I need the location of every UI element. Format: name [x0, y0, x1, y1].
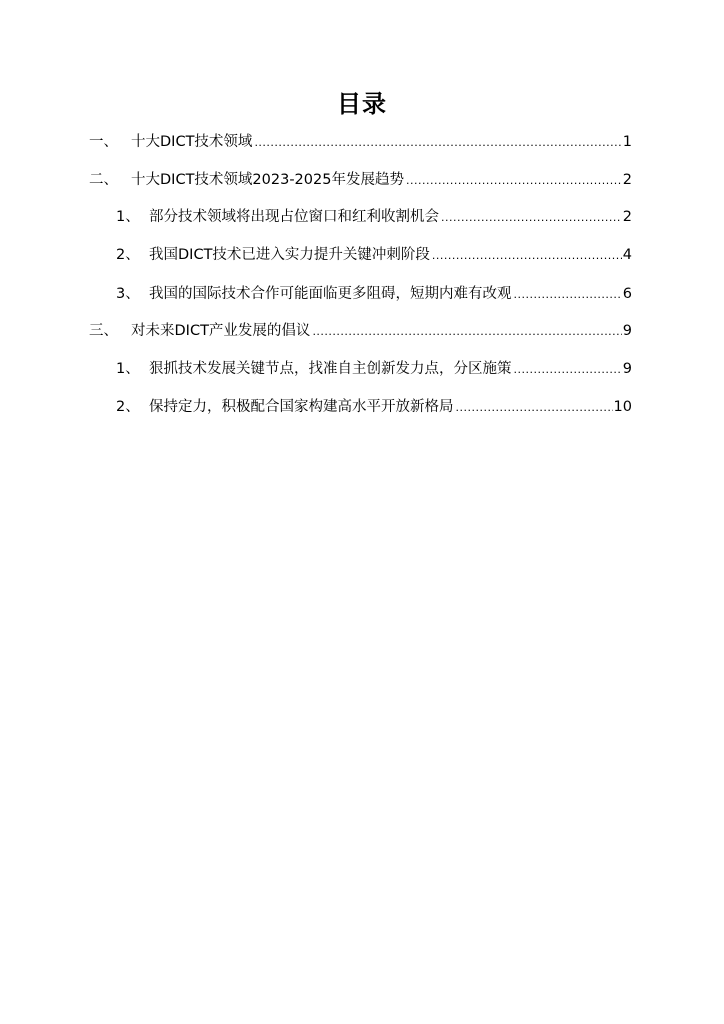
toc-entry-page: 9 — [622, 361, 632, 377]
toc-entry-page: 2 — [622, 209, 632, 225]
toc-entry-number: 2、 — [116, 399, 140, 415]
toc-entry-2-3[interactable] — [116, 284, 632, 305]
toc-dot-leader — [514, 360, 622, 380]
toc-entry-3[interactable] — [89, 321, 632, 342]
toc-entry-number: 一、 — [89, 134, 118, 150]
toc-dot-leader — [456, 398, 613, 418]
toc-entry-1[interactable] — [89, 132, 632, 153]
toc-entry-label: 对未来DICT产业发展的倡议 — [131, 323, 311, 339]
toc-dot-leader — [432, 246, 622, 266]
toc-entry-page: 2 — [622, 172, 632, 188]
toc-entry-number: 1、 — [116, 209, 140, 225]
toc-title: 目录 — [337, 90, 387, 118]
toc-entry-page: 6 — [622, 286, 632, 302]
toc-entry-2-1[interactable] — [116, 207, 632, 228]
toc-entry-2[interactable] — [89, 170, 632, 191]
toc-entry-label: 十大DICT技术领域2023-2025年发展趋势 — [131, 172, 404, 188]
toc-entry-label: 部分技术领域将出现占位窗口和红利收割机会 — [149, 209, 439, 225]
toc-entry-page: 1 — [622, 134, 632, 150]
toc-entry-page: 9 — [622, 323, 632, 339]
toc-entry-number: 2、 — [116, 247, 140, 263]
toc-entry-number: 3、 — [116, 286, 140, 302]
toc-dot-leader — [514, 285, 622, 305]
toc-entry-2-2[interactable] — [116, 245, 632, 266]
toc-entry-3-2[interactable] — [116, 397, 632, 418]
toc-entry-page: 4 — [622, 247, 632, 263]
toc-dot-leader — [254, 133, 621, 153]
toc-dot-leader — [441, 208, 622, 228]
toc-entry-label: 我国的国际技术合作可能面临更多阻碍，短期内难有改观 — [149, 286, 512, 302]
toc-entry-number: 1、 — [116, 361, 140, 377]
toc-entry-label: 狠抓技术发展关键节点，找准自主创新发力点，分区施策 — [149, 361, 512, 377]
toc-dot-leader — [312, 322, 621, 342]
toc-dot-leader — [406, 171, 622, 191]
toc-entry-label: 十大DICT技术领域 — [131, 134, 253, 150]
toc-entry-label: 我国DICT技术已进入实力提升关键冲刺阶段 — [149, 247, 430, 263]
toc-entry-number: 三、 — [89, 323, 118, 339]
toc-entry-3-1[interactable] — [116, 359, 632, 380]
toc-entry-number: 二、 — [89, 172, 118, 188]
toc-entry-page: 10 — [613, 399, 632, 415]
toc-entry-label: 保持定力，积极配合国家构建高水平开放新格局 — [149, 399, 454, 415]
